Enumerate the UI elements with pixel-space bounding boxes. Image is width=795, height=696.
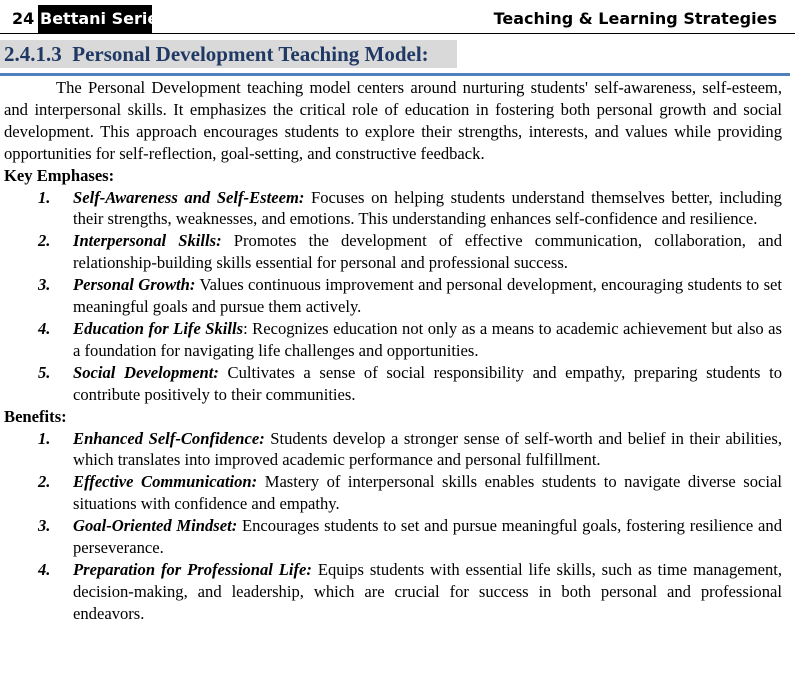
item-term: Personal Growth: — [73, 275, 196, 295]
item-text: Promotes the development of effective communication, collaboration, and relationship-building skills essential for personal and professional success. — [73, 231, 783, 273]
item-term: Education for Life Skills — [73, 318, 244, 338]
page-number: 24 — [12, 9, 35, 28]
item-text: Values continuous improvement and personal development, encouraging students to set meaningful goals and pursue them actively. — [73, 275, 783, 317]
item-number: 4. — [38, 559, 51, 579]
list-item — [4, 471, 782, 515]
item-number: 4. — [38, 318, 51, 338]
benefits-list — [4, 428, 782, 625]
item-content — [73, 318, 782, 362]
item-text: : Recognizes education not only as a means to academic achievement but also as a foundation for navigating life challenges and opportunities. — [73, 318, 782, 360]
benefits-heading: Benefits: — [4, 406, 67, 426]
item-number: 5. — [38, 362, 51, 382]
item-content — [73, 362, 782, 406]
item-content — [73, 428, 782, 472]
item-number: 3. — [38, 516, 51, 536]
list-item — [4, 515, 782, 559]
item-term: Goal-Oriented Mindset: — [73, 516, 238, 536]
item-content — [73, 559, 782, 625]
intro-paragraph: The Personal Development teaching model centers around nurturing students' self-awareness, self-esteem, and interpersonal skills. It emphasizes the critical role of education in fostering both personal growth and social development. This approach encourages students to explore their strengths, interests, and values while providing opportunities for self-reflection, goal-setting, and constructive feedback. — [4, 78, 782, 163]
item-text: Encourages students to set and pursue meaningful goals, fostering resilience and perseverance. — [73, 516, 782, 558]
list-item — [4, 230, 782, 274]
item-text: Students develop a stronger sense of self-worth and belief in their abilities, which translates into improved academic performance and personal fulfillment. — [73, 428, 782, 470]
item-term: Preparation for Professional Life: — [73, 559, 312, 579]
document-body — [4, 77, 782, 625]
item-text: Equips students with essential life skills, such as time management, decision-making, and leadership, which are crucial for success in both personal and professional endeavors. — [73, 559, 782, 623]
list-item — [4, 559, 782, 625]
key-emphases-list — [4, 187, 782, 406]
list-item — [4, 187, 782, 231]
item-number: 2. — [38, 472, 51, 492]
item-content — [73, 471, 782, 515]
item-content — [73, 515, 782, 559]
page-header — [0, 5, 795, 34]
list-item — [4, 428, 782, 472]
item-number: 2. — [38, 231, 51, 251]
section-heading: 2.4.1.3 Personal Development Teaching Model: — [0, 40, 457, 68]
book-title: Teaching & Learning Strategies — [493, 9, 777, 28]
item-text: Cultivates a sense of social responsibility and empathy, preparing students to contribute positively to their communities. — [73, 362, 782, 404]
item-text: Focuses on helping students understand themselves better, including their strengths, weaknesses, and emotions. This understanding enhances self-confidence and resilience. — [73, 187, 782, 229]
list-item — [4, 362, 782, 406]
item-term: Interpersonal Skills: — [73, 231, 222, 251]
item-content — [73, 274, 782, 318]
item-number: 1. — [38, 428, 51, 448]
key-emphases-heading: Key Emphases: — [4, 165, 115, 185]
series-label: Bettani Series — [40, 9, 168, 28]
item-term: Effective Communication: — [73, 472, 258, 492]
item-content — [73, 187, 782, 231]
series-box — [38, 5, 168, 33]
list-item — [4, 318, 782, 362]
item-number: 1. — [38, 187, 51, 207]
list-item — [4, 274, 782, 318]
item-term: Self-Awareness and Self-Esteem: — [73, 187, 305, 207]
item-number: 3. — [38, 275, 51, 295]
item-text: Mastery of interpersonal skills enables students to navigate diverse social situations with confidence and empathy. — [73, 472, 782, 514]
heading-rule — [0, 73, 790, 76]
item-term: Enhanced Self-Confidence: — [73, 428, 265, 448]
item-term: Social Development: — [73, 362, 219, 382]
item-content — [73, 230, 782, 274]
